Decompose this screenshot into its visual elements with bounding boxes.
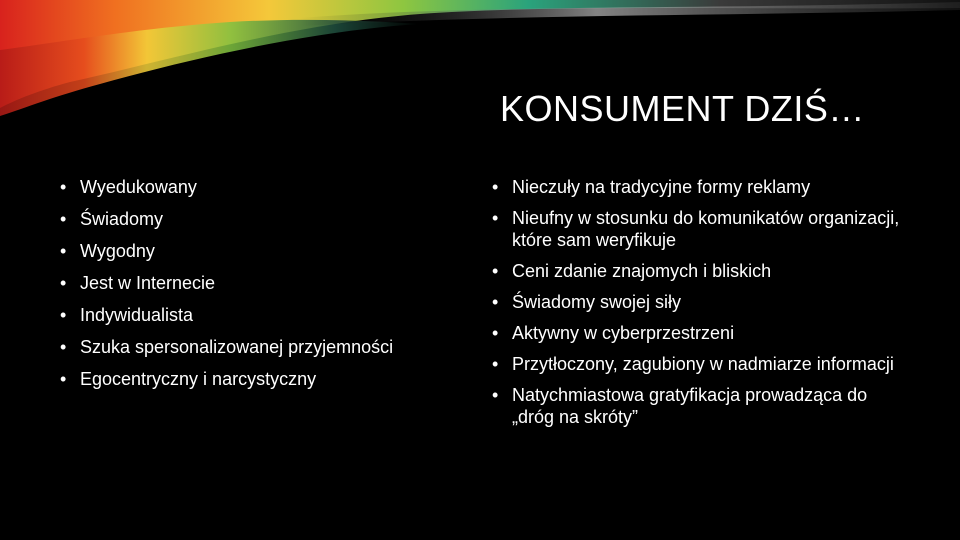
- right-bullet-list: [490, 176, 910, 437]
- list-item: • Wyedukowany: [58, 176, 458, 198]
- list-item: • Szuka spersonalizowanej przyjemności: [58, 336, 458, 358]
- slide-title: KONSUMENT DZIŚ…: [500, 88, 865, 129]
- list-item: • Natychmiastowa gratyfikacja prowadząca do „dróg na skróty”: [490, 384, 910, 428]
- left-bullet-list: [58, 176, 458, 400]
- list-item: • Nieczuły na tradycyjne formy reklamy: [490, 176, 910, 198]
- list-item: • Świadomy: [58, 208, 458, 230]
- list-item: • Jest w Internecie: [58, 272, 458, 294]
- list-item: • Egocentryczny i narcystyczny: [58, 368, 458, 390]
- list-item: • Wygodny: [58, 240, 458, 262]
- list-item: • Nieufny w stosunku do komunikatów organizacji, które sam weryfikuje: [490, 207, 910, 251]
- list-item: • Świadomy swojej siły: [490, 291, 910, 313]
- list-item: • Aktywny w cyberprzestrzeni: [490, 322, 910, 344]
- list-item: • Indywidualista: [58, 304, 458, 326]
- list-item: • Ceni zdanie znajomych i bliskich: [490, 260, 910, 282]
- list-item: • Przytłoczony, zagubiony w nadmiarze informacji: [490, 353, 910, 375]
